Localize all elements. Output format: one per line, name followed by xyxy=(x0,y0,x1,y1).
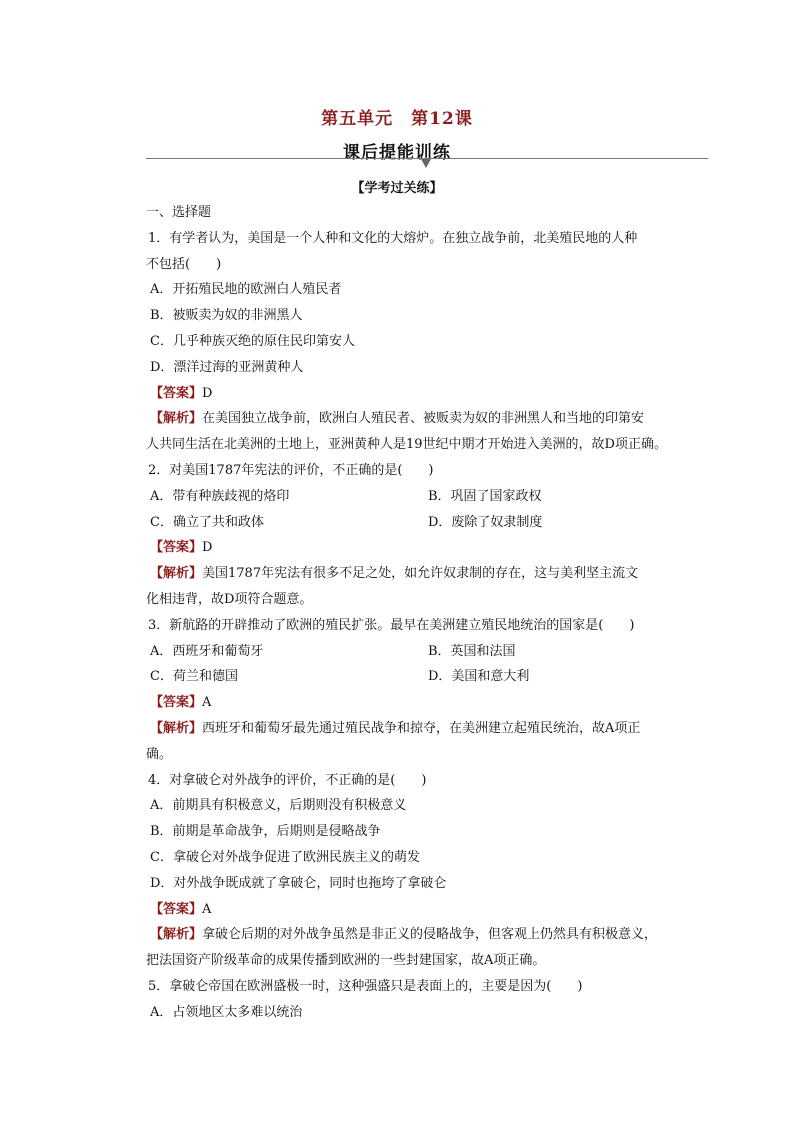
question-3-option-b: B．英国和法国 xyxy=(428,643,516,659)
question-1-stem-cont: 不包括( ) xyxy=(146,256,222,272)
section-heading: 【学考过关练】 xyxy=(351,181,443,196)
question-3-option-c: C．荷兰和德国 xyxy=(150,669,238,685)
question-2-option-d: D．废除了奴隶制度 xyxy=(428,514,543,530)
page-subtitle: 课后提能训练 xyxy=(343,143,451,163)
question-2-option-a: A．带有种族歧视的烙印 xyxy=(150,488,290,504)
question-3-options-row-1 xyxy=(146,639,708,665)
analysis-tag: 【解析】 xyxy=(150,927,203,943)
question-4-option-b: B．前期是革命战争，后期则是侵略战争 xyxy=(150,824,381,840)
question-5-stem: 5．拿破仑帝国在欧洲盛极一时，这种强盛只是表面上的，主要是因为( ) xyxy=(148,978,583,994)
question-1-option-a: A．开拓殖民地的欧洲白人殖民者 xyxy=(150,282,342,298)
question-4-analysis xyxy=(146,922,708,948)
answer-tag: 【答案】 xyxy=(150,385,203,401)
question-4-option-a: A．前期具有积极意义，后期则没有积极意义 xyxy=(150,798,407,814)
question-4-answer xyxy=(146,897,708,923)
analysis-tag: 【解析】 xyxy=(150,566,203,582)
analysis-tag: 【解析】 xyxy=(150,720,203,736)
question-3-analysis-cont: 确。 xyxy=(146,746,173,762)
question-2-stem: 2．对美国1787年宪法的评价，不正确的是( ) xyxy=(148,462,434,478)
question-4-stem: 4．对拿破仑对外战争的评价，不正确的是( ) xyxy=(148,772,427,788)
question-1-stem: 1．有学者认为，美国是一个人种和文化的大熔炉。在独立战争前，北美殖民地的人种 xyxy=(148,230,638,246)
answer-tag: 【答案】 xyxy=(150,695,203,711)
question-3-option-a: A．西班牙和葡萄牙 xyxy=(150,643,264,659)
question-3-answer xyxy=(146,690,708,716)
answer-tag: 【答案】 xyxy=(150,540,203,556)
analysis-text: 拿破仑后期的对外战争虽然是非正义的侵略战争，但客观上仍然具有积极意义， xyxy=(202,927,658,943)
analysis-text: 西班牙和葡萄牙最先通过殖民战争和掠夺，在美洲建立起殖民统治，故A项正 xyxy=(202,720,641,736)
question-2-options-row-2 xyxy=(146,510,708,536)
answer-value: D xyxy=(202,385,213,401)
answer-tag: 【答案】 xyxy=(150,901,203,917)
question-3-options-row-2 xyxy=(146,664,708,690)
question-3-option-d: D．美国和意大利 xyxy=(428,669,530,685)
answer-value: A xyxy=(202,901,212,917)
question-5-option-a: A．占领地区太多难以统治 xyxy=(150,1004,303,1020)
question-1-option-b: B．被贩卖为奴的非洲黑人 xyxy=(150,308,303,324)
answer-value: D xyxy=(202,540,213,556)
question-2-options-row-1 xyxy=(146,484,708,510)
analysis-text: 在美国独立战争前，欧洲白人殖民者、被贩卖为奴的非洲黑人和当地的印第安 xyxy=(202,411,645,427)
question-3-stem: 3．新航路的开辟推动了欧洲的殖民扩张。最早在美洲建立殖民地统治的国家是( ) xyxy=(148,617,635,633)
question-list xyxy=(146,200,708,1026)
question-1-option-d: D．漂洋过海的亚洲黄种人 xyxy=(150,359,304,375)
triangle-marker-icon xyxy=(421,159,431,168)
question-2-option-b: B．巩固了国家政权 xyxy=(428,488,542,504)
unit-lesson-title: 第五单元 第12课 xyxy=(321,109,473,129)
question-2-option-c: C．确立了共和政体 xyxy=(150,514,264,530)
question-2-analysis xyxy=(146,561,708,587)
question-3-analysis xyxy=(146,716,708,742)
analysis-tag: 【解析】 xyxy=(150,411,203,427)
question-4-analysis-cont: 把法国资产阶级革命的成果传播到欧洲的一些封建国家，故A项正确。 xyxy=(146,953,546,969)
part-heading: 一、选择题 xyxy=(146,205,212,220)
question-2-answer xyxy=(146,535,708,561)
analysis-text: 美国1787年宪法有很多不足之处，如允许奴隶制的存在，这与美利坚主流文 xyxy=(202,566,639,582)
question-1-option-c: C．几乎种族灭绝的原住民印第安人 xyxy=(150,333,355,349)
question-1-answer xyxy=(146,381,708,407)
question-4-option-c: C．拿破仑对外战争促进了欧洲民族主义的萌发 xyxy=(150,849,420,865)
question-1-analysis-cont: 人共同生活在北美洲的土地上，亚洲黄种人是19世纪中期才开始进入美洲的，故D项正确。 xyxy=(146,437,667,453)
question-1-analysis xyxy=(146,406,708,432)
question-2-analysis-cont: 化相违背，故D项符合题意。 xyxy=(146,591,313,607)
question-4-option-d: D．对外战争既成就了拿破仑，同时也拖垮了拿破仑 xyxy=(150,875,447,891)
answer-value: A xyxy=(202,695,212,711)
